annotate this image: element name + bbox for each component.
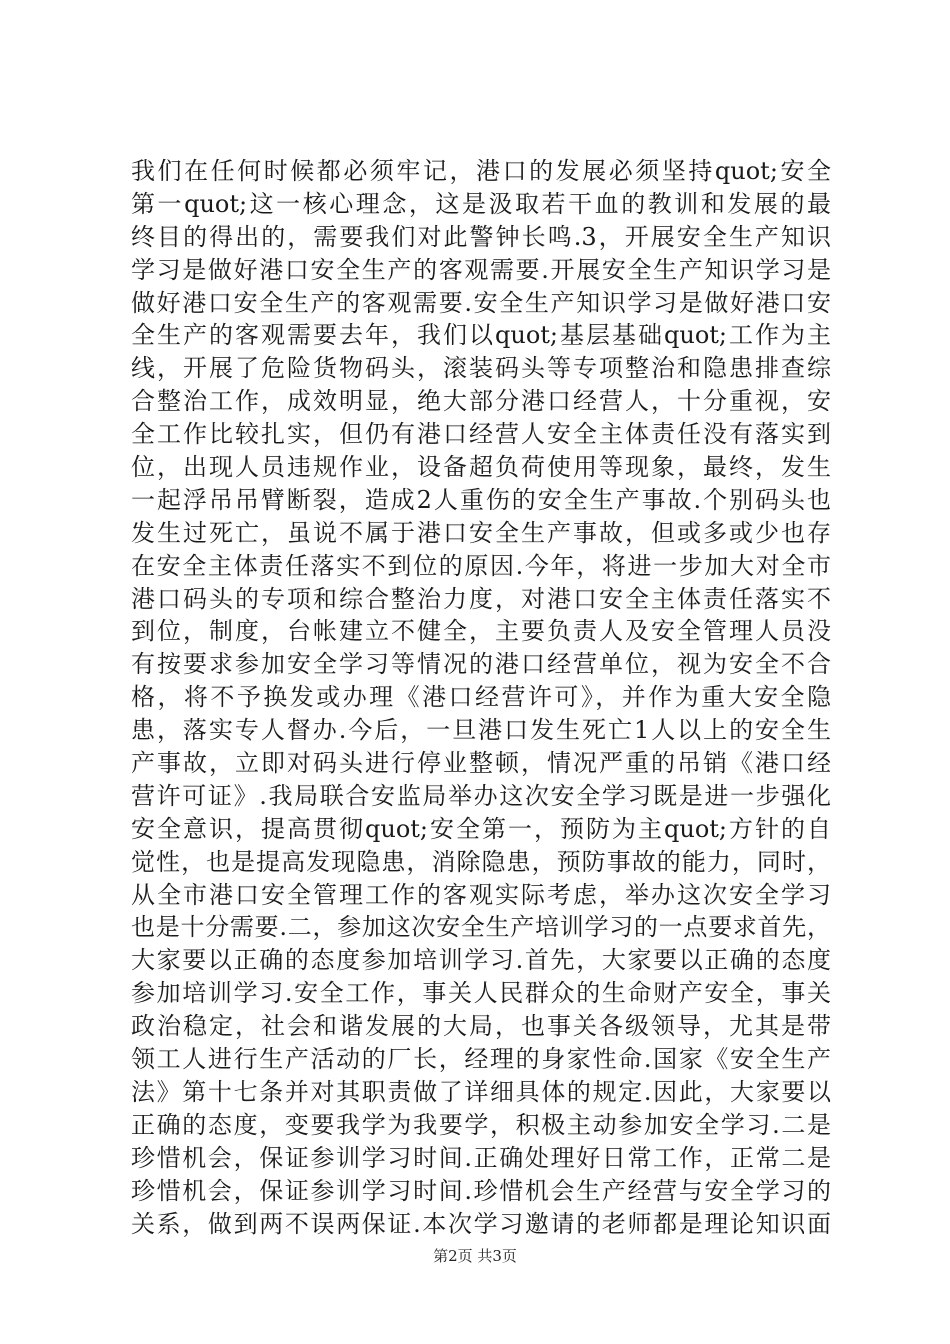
text-line: 一起浮吊吊臂断裂，造成2人重伤的安全生产事故.个别码头也 bbox=[131, 485, 831, 514]
text-line: 领工人进行生产活动的厂长，经理的身家性命.国家《安全生产 bbox=[131, 1045, 831, 1074]
text-line: 到位，制度，台帐建立不健全，主要负责人及安全管理人员没 bbox=[131, 617, 831, 646]
page-footer: 第2页 共3页 bbox=[433, 1247, 517, 1265]
text-line: 营许可证》.我局联合安监局举办这次安全学习既是进一步强化 bbox=[131, 781, 831, 810]
text-line: 珍惜机会，保证参训学习时间.珍惜机会生产经营与安全学习的 bbox=[131, 1176, 831, 1205]
text-line: 全生产的客观需要去年，我们以quot;基层基础quot;工作为主 bbox=[131, 321, 831, 350]
text-line: 也是十分需要.二，参加这次安全生产培训学习的一点要求首先， bbox=[131, 913, 831, 942]
text-line: 发生过死亡，虽说不属于港口安全生产事故，但或多或少也存 bbox=[131, 518, 831, 547]
text-line: 位，出现人员违规作业，设备超负荷使用等现象，最终，发生 bbox=[131, 453, 831, 482]
text-line: 在安全主体责任落实不到位的原因.今年，将进一步加大对全市 bbox=[131, 551, 831, 580]
text-line: 患，落实专人督办.今后，一旦港口发生死亡1人以上的安全生 bbox=[131, 716, 831, 745]
text-line: 有按要求参加安全学习等情况的港口经营单位，视为安全不合 bbox=[131, 650, 831, 679]
text-line: 学习是做好港口安全生产的客观需要.开展安全生产知识学习是 bbox=[131, 255, 831, 284]
text-line: 线，开展了危险货物码头，滚装码头等专项整治和隐患排查综 bbox=[131, 354, 831, 383]
text-line: 正确的态度，变要我学为我要学，积极主动参加安全学习.二是 bbox=[131, 1110, 831, 1139]
text-line: 参加培训学习.安全工作，事关人民群众的生命财产安全，事关 bbox=[131, 979, 831, 1008]
text-line: 安全意识，提高贯彻quot;安全第一，预防为主quot;方针的自 bbox=[131, 814, 831, 843]
text-line: 法》第十七条并对其职责做了详细具体的规定.因此，大家要以 bbox=[131, 1077, 831, 1106]
text-line: 产事故，立即对码头进行停业整顿，情况严重的吊销《港口经 bbox=[131, 749, 831, 778]
text-line: 政治稳定，社会和谐发展的大局，也事关各级领导，尤其是带 bbox=[131, 1012, 831, 1041]
text-line: 格，将不予换发或办理《港口经营许可》，并作为重大安全隐 bbox=[131, 683, 831, 712]
text-line: 关系，做到两不误两保证.本次学习邀请的老师都是理论知识面 bbox=[131, 1209, 831, 1238]
text-line: 从全市港口安全管理工作的客观实际考虑，举办这次安全学习 bbox=[131, 880, 831, 909]
document-body bbox=[131, 155, 831, 1240]
text-line: 做好港口安全生产的客观需要.安全生产知识学习是做好港口安 bbox=[131, 288, 831, 317]
text-line: 第一quot;这一核心理念，这是汲取若干血的教训和发展的最 bbox=[131, 189, 831, 218]
text-line: 大家要以正确的态度参加培训学习.首先，大家要以正确的态度 bbox=[131, 946, 831, 975]
text-line: 全工作比较扎实，但仍有港口经营人安全主体责任没有落实到 bbox=[131, 420, 831, 449]
text-line: 我们在任何时候都必须牢记，港口的发展必须坚持quot;安全 bbox=[131, 157, 831, 185]
text-line: 终目的得出的，需要我们对此警钟长鸣.3，开展安全生产知识 bbox=[131, 222, 831, 251]
text-line: 港口码头的专项和综合整治力度，对港口安全主体责任落实不 bbox=[131, 584, 831, 613]
text-line: 合整治工作，成效明显，绝大部分港口经营人，十分重视，安 bbox=[131, 387, 831, 416]
text-line: 珍惜机会，保证参训学习时间.正确处理好日常工作，正常二是 bbox=[131, 1143, 831, 1172]
text-line: 觉性，也是提高发现隐患，消除隐患，预防事故的能力，同时， bbox=[131, 847, 831, 876]
